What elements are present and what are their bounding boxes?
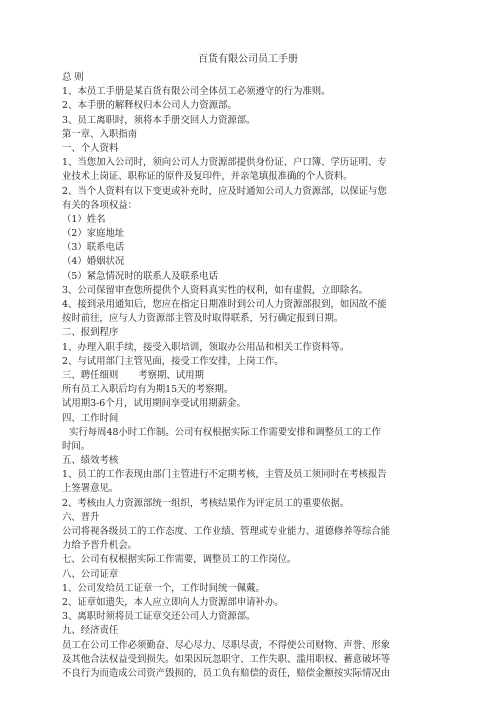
text-line: 2、证章如遗失，本人应立即向人力资源部申请补办。	[62, 596, 284, 608]
document-body	[62, 71, 434, 681]
section-heading: 六、晋升	[62, 511, 100, 523]
list-item: （2）家庭地址	[62, 228, 125, 240]
text-line: 1、公司发给员工证章一个，工作时间统一佩戴。	[62, 582, 265, 594]
section-heading: 五、绩效考核	[62, 455, 119, 467]
section-heading-probation	[62, 369, 434, 383]
text-line: 所有员工入职后均有为期15天的考察期。	[62, 384, 234, 396]
text-line: 3、公司保留审查您所提供个人资料真实性的权利，如有虚假，立即除名。	[62, 284, 368, 296]
text-line: 4、接到录用通知后，您应在指定日期准时到公司人力资源部报到，如因故不能	[62, 299, 387, 310]
text-line: 1、员工的工作表现由部门主管进行不定期考核，主管及员工须同时在考核报告	[62, 469, 387, 481]
list-item: （4）婚姻状况	[62, 256, 125, 268]
section-heading: 二、报到程序	[62, 327, 119, 339]
text-line: 3、员工离职时，须将本手册交回人力资源部。	[62, 114, 256, 126]
text-line: 及其他合法权益受到损失。如果因玩忽职守、工作失职、滥用职权、蓄意破坏等	[62, 653, 391, 665]
text-line: 有关的各项权益：	[62, 199, 138, 211]
text-line: 业技术上岗证、职称证的原件及复印件，并亲笔填报准确的个人资料。	[62, 171, 353, 183]
section-heading-sub: 考察期、试用期	[138, 369, 204, 381]
text-line: 时间。	[62, 440, 91, 452]
section-heading: 九、经济责任	[62, 625, 119, 637]
text-line: 试用期3-6个月，试用期间享受试用期薪金。	[62, 398, 246, 410]
section-heading: 八、公司证章	[62, 568, 119, 580]
section-heading: 四、工作时间	[62, 412, 119, 424]
chapter-heading: 第一章、入职指南	[62, 128, 138, 140]
text-line: 力给予晋升机会。	[62, 540, 138, 552]
section-heading: 七、公司有权根据实际工作需要，调整员工的工作岗位。	[62, 554, 297, 566]
text-line: 1、办理入职手续，接受入职培训，领取办公用品和相关工作资料等。	[62, 341, 350, 353]
text-line: 2、与试用部门主管见面，接受工作安排，上岗工作。	[62, 355, 284, 367]
text-line: 2、考核由人力资源部统一组织，考核结果作为评定员工的重要依据。	[62, 497, 350, 509]
text-line: 按时前往，应与人力资源部主管及时取得联系，另行确定报到日期。	[62, 313, 344, 325]
text-line: 3、离职时须将员工证章交还公司人力资源部。	[62, 611, 256, 623]
list-item: （5）紧急情况时的联系人及联系电话	[62, 270, 218, 282]
text-line: 1、本员工手册是某百货有限公司全体员工必须遵守的行为准则。	[62, 86, 331, 98]
text-line: 公司将视各级员工的工作态度、工作业绩、管理或专业能力、道德修养等综合能	[62, 526, 391, 537]
text-line: 2、本手册的解释权归本公司人力资源部。	[62, 100, 237, 112]
list-item: （3）联系电话	[62, 242, 125, 254]
text-line: 实行每周48小时工作制。公司有权根据实际工作需要安排和调整员工的工作	[69, 426, 381, 438]
list-item: （1）姓名	[62, 213, 106, 225]
text-line: 1、当您加入公司时，须向公司人力资源部提供身份证、户口簿、学历证明、专	[62, 157, 387, 169]
section-heading-label: 三、聘任细则	[62, 369, 119, 381]
text-line: 总 则	[62, 72, 84, 83]
page-title: 百货有限公司员工手册	[198, 54, 298, 65]
text-line: 上签署意见。	[62, 483, 119, 495]
section-heading: 一、个人资料	[62, 142, 119, 154]
text-line: 2、当个人资料有以下变更或补充时，应及时通知公司人力资源部，以保证与您	[62, 185, 387, 197]
text-line: 不良行为而造成公司资产毁损的，员工负有赔偿的责任，赔偿金额按实际情况由	[62, 667, 391, 679]
text-line: 员工在公司工作必须勤奋、尽心尽力、尽职尽责，不得使公司财物、声誉、形象	[62, 639, 391, 651]
